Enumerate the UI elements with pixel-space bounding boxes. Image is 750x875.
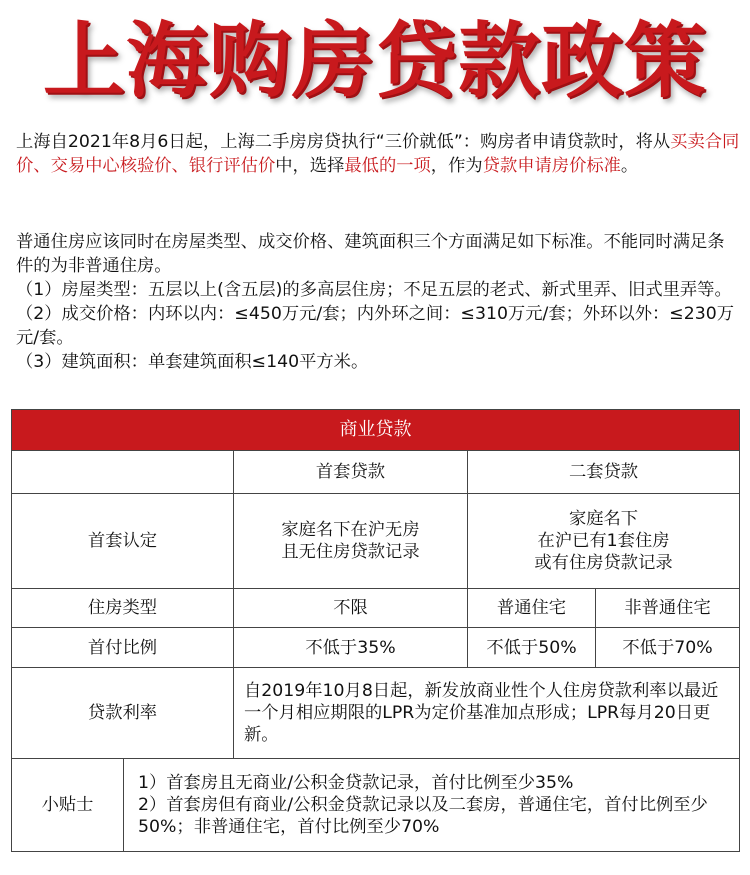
ordinary-housing-rules: [16, 230, 741, 374]
row-tips-label: 小贴士: [12, 759, 124, 852]
type-non-ordinary: 非普通住宅: [596, 589, 740, 628]
tip-first: 1）首套房且无商业/公积金贷款记录，首付比例至少35%: [138, 773, 574, 793]
intro-highlight-prices: 买卖合同价、交易中心核验价、银行评估价: [16, 132, 740, 176]
rule-house-type: （1）房屋类型：五层以上(含五层)的多高层住房；不足五层的老式、新式里弄、旧式里弄等。: [16, 280, 732, 300]
row-downpayment-label: 首付比例: [12, 628, 234, 668]
identify-first-cell: [234, 494, 468, 589]
identify-second-line: 或有住房贷款记录: [534, 553, 673, 573]
identify-second-line: 在沪已有1套住房: [537, 531, 670, 551]
down-ordinary: 不低于50%: [468, 628, 596, 668]
col-second-loan: 二套贷款: [468, 451, 740, 494]
rule-area: （3）建筑面积：单套建筑面积≤140平方米。: [16, 352, 369, 372]
identify-second-line: 家庭名下: [568, 509, 639, 529]
identify-first-line: 且无住房贷款记录: [281, 542, 420, 562]
type-ordinary: 普通住宅: [468, 589, 596, 628]
intro-text-4: 。: [620, 156, 639, 176]
tip-second: 2）首套房但有商业/公积金贷款记录以及二套房，普通住宅，首付比例至少50%；非普通住宅，首付比例至少70%: [138, 795, 708, 837]
down-non-ordinary: 不低于70%: [596, 628, 740, 668]
intro-highlight-standard: 贷款申请房价标准: [482, 156, 621, 176]
rules-intro: 普通住房应该同时在房屋类型、成交价格、建筑面积三个方面满足如下标准。不能同时满足条件的为非普通住房。: [16, 232, 725, 276]
tips-cell: [124, 759, 740, 852]
empty-corner-cell: [12, 451, 234, 494]
table-row: [12, 451, 740, 494]
table-row: [12, 668, 740, 759]
row-identify-label: 首套认定: [12, 494, 234, 589]
row-rate-label: 贷款利率: [12, 668, 234, 759]
down-first: 不低于35%: [234, 628, 468, 668]
row-type-label: 住房类型: [12, 589, 234, 628]
intro-text-3: ，作为: [430, 156, 483, 176]
table-header: 商业贷款: [12, 410, 740, 451]
intro-text-2: 中，选择: [275, 156, 345, 176]
table-header-row: [12, 410, 740, 451]
identify-second-cell: [468, 494, 740, 589]
col-first-loan: 首套贷款: [234, 451, 468, 494]
table-row: [12, 589, 740, 628]
rate-text: 自2019年10月8日起，新发放商业性个人住房贷款利率以最近一个月相应期限的LPR为定价基准加点形成；LPR每月20日更新。: [234, 668, 740, 759]
rule-price: （2）成交价格：内环以内：≤450万元/套；内外环之间：≤310万元/套；外环以外：≤230万元/套。: [16, 304, 735, 348]
table-row: [12, 628, 740, 668]
intro-highlight-lowest: 最低的一项: [344, 156, 431, 176]
identify-first-line: 家庭名下在沪无房: [281, 520, 420, 540]
intro-text: [16, 130, 741, 178]
intro-paragraph: [16, 130, 741, 178]
page-title: 上海购房贷款政策: [42, 14, 707, 109]
commercial-loan-table: [11, 409, 740, 852]
type-first: 不限: [234, 589, 468, 628]
table-row: [12, 494, 740, 589]
intro-text-1: 上海自2021年8月6日起，上海二手房房贷执行“三价就低”：购房者申请贷款时，将从: [16, 132, 671, 152]
table-row: [12, 759, 740, 852]
